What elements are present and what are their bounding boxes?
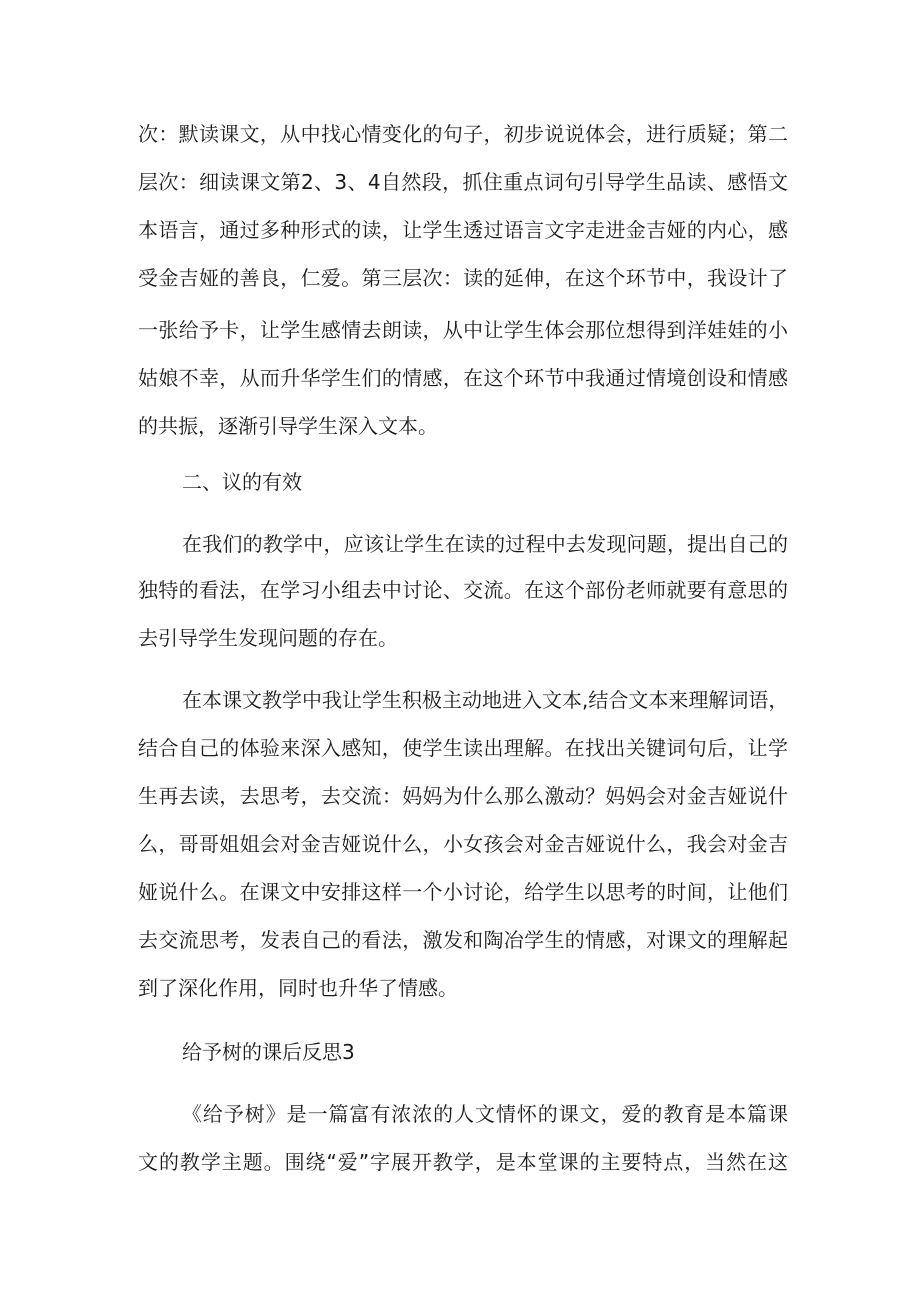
section-heading: 二、议的有效 (182, 470, 302, 494)
article-title: 给予树的课后反思3 (182, 1040, 355, 1064)
paragraph-3-line-6: 去交流思考，发表自己的看法，激发和陶冶学生的情感，对课文的理解起 (138, 928, 788, 952)
paragraph-1-line-4: 受金吉娅的善良，仁爱。第三层次：读的延伸，在这个环节中，我设计了 (138, 266, 788, 290)
paragraph-2-line-1: 在我们的教学中，应该让学生在读的过程中去发现问题，提出自己的 (182, 532, 788, 556)
paragraph-2-line-3: 去引导学生发现问题的存在。 (138, 626, 398, 650)
paragraph-3-line-1: 在本课文教学中我让学生积极主动地进入文本,结合文本来理解词语， (182, 688, 789, 712)
paragraph-3-line-7: 到了深化作用，同时也升华了情感。 (138, 976, 458, 1000)
paragraph-1-line-1: 次：默读课文，从中找心情变化的句子，初步说说体会，进行质疑；第二 (138, 122, 788, 146)
paragraph-3-line-3: 生再去读，去思考，去交流：妈妈为什么那么激动？妈妈会对金吉娅说什 (138, 784, 788, 808)
paragraph-2-line-2: 独特的看法，在学习小组去中讨论、交流。在这个部份老师就要有意思的 (138, 578, 788, 602)
paragraph-4-line-1: 《给予树》是一篇富有浓浓的人文情怀的课文，爱的教育是本篇课 (182, 1102, 788, 1126)
paragraph-1-line-2: 层次：细读课文第2、3、4自然段，抓住重点词句引导学生品读、感悟文 (138, 170, 788, 194)
paragraph-1-line-7: 的共振，逐渐引导学生深入文本。 (138, 414, 438, 438)
paragraph-3-line-5: 娅说什么。在课文中安排这样一个小讨论，给学生以思考的时间，让他们 (138, 880, 788, 904)
paragraph-1-line-6: 姑娘不幸，从而升华学生们的情感，在这个环节中我通过情境创设和情感 (138, 366, 788, 390)
paragraph-3-line-4: 么，哥哥姐姐会对金吉娅说什么，小女孩会对金吉娅说什么，我会对金吉 (138, 832, 788, 856)
paragraph-1-line-5: 一张给予卡，让学生感情去朗读，从中让学生体会那位想得到洋娃娃的小 (138, 318, 788, 342)
paragraph-3-line-2: 结合自己的体验来深入感知，使学生读出理解。在找出关键词句后，让学 (138, 736, 788, 760)
paragraph-4-line-2: 文的教学主题。围绕“爱”字展开教学，是本堂课的主要特点，当然在这 (138, 1150, 788, 1174)
paragraph-1-line-3: 本语言，通过多种形式的读，让学生透过语言文字走进金吉娅的内心，感 (138, 218, 788, 242)
